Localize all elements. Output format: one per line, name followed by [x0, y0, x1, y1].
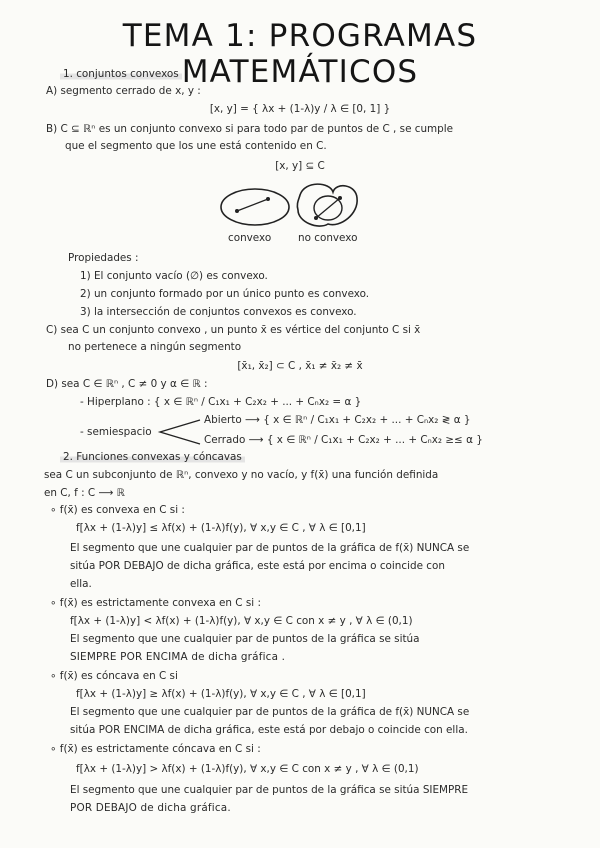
nonconvex-point-a: [314, 216, 318, 220]
strict-convex-function-desc-1: El segmento que une cualquier par de puntos de la gráfica se sitúa: [70, 633, 420, 645]
convex-function-formula: f[λx + (1-λ)y] ≤ λf(x) + (1-λ)f(y), ∀ x,y ∈ C , ∀ λ ∈ [0,1]: [76, 522, 366, 534]
convex-function-heading: ∘ f(x̄) es convexa en C si :: [50, 504, 185, 516]
concave-function-heading: ∘ f(x̄) es cóncava en C si: [50, 670, 178, 682]
strict-concave-function-heading: ∘ f(x̄) es estrictamente cóncava en C si :: [50, 743, 261, 755]
convex-shape: [221, 189, 289, 225]
segment-formula: [x, y] = { λx + (1-λ)y / λ ∈ [0, 1] }: [209, 103, 391, 115]
property-3: 3) la intersección de conjuntos convexos es convexo.: [80, 306, 357, 318]
semiespacio-label: - semiespacio: [80, 426, 152, 438]
strict-concave-function-desc-1: El segmento que une cualquier par de puntos de la gráfica se sitúa SIEMPRE: [70, 784, 469, 796]
convex-function-desc-1: El segmento que une cualquier par de puntos de la gráfica de f(x̄) NUNCA se: [70, 542, 470, 554]
convex-function-desc-3: ella.: [70, 578, 92, 590]
strict-convex-function-heading: ∘ f(x̄) es estrictamente convexa en C si :: [50, 597, 261, 609]
convex-point-a: [235, 209, 239, 213]
strict-convex-function-formula: f[λx + (1-λ)y] < λf(x) + (1-λ)f(y), ∀ x,y ∈ C con x ≠ y , ∀ λ ∈ (0,1): [70, 615, 413, 627]
properties-heading: Propiedades :: [68, 252, 139, 264]
nonconvex-segment: [316, 198, 340, 218]
convex-set-definition-line-1: B) C ⊆ ℝⁿ es un conjunto convexo si para todo par de puntos de C , se cumple: [46, 123, 454, 135]
nonconvex-figure-label: no convexo: [298, 232, 358, 244]
convex-figure-label: convexo: [228, 232, 272, 244]
semiespacio-open: Abierto ⟶ { x ∈ ℝⁿ / C₁x₁ + C₂x₂ + ... + Cₙx₂ ≷ α }: [204, 414, 471, 426]
convex-set-formula: [x, y] ⊆ C: [275, 160, 325, 172]
property-2: 2) un conjunto formado por un único punto es convexo.: [80, 288, 370, 300]
convex-point-b: [266, 197, 270, 201]
hyperplane-definition: - Hiperplano : { x ∈ ℝⁿ / C₁x₁ + C₂x₂ + ... + Cₙx₂ = α }: [80, 396, 362, 408]
concave-function-desc-2: sitúa POR ENCIMA de dicha gráfica, este está por debajo o coincide con ella.: [70, 724, 468, 736]
strict-convex-function-desc-2: SIEMPRE POR ENCIMA de dicha gráfica .: [70, 651, 286, 663]
concave-function-formula: f[λx + (1-λ)y] ≥ λf(x) + (1-λ)f(y), ∀ x,y ∈ C , ∀ λ ∈ [0,1]: [76, 688, 366, 700]
convex-set-definition-line-2: que el segmento que los une está contenido en C.: [65, 140, 327, 152]
functions-intro-line-1: sea C un subconjunto de ℝⁿ, convexo y no vacío, y f(x̄) una función definida: [44, 469, 439, 481]
vertex-definition-line-2: no pertenece a ningún segmento: [68, 341, 242, 353]
page-title: TEMA 1: PROGRAMAS MATEMÁTICOS: [122, 18, 478, 90]
segment-definition-label: A) segmento cerrado de x, y :: [46, 85, 201, 97]
section-2-heading: 2. Funciones convexas y cóncavas: [60, 451, 245, 464]
hyperplane-intro: D) sea C ∈ ℝⁿ , C ≠ 0 y α ∈ ℝ :: [46, 378, 208, 390]
vertex-definition-line-1: C) sea C un conjunto convexo , un punto x̄ es vértice del conjunto C si x̄: [46, 324, 421, 336]
vertex-formula: [x̄₁, x̄₂] ⊂ C , x̄₁ ≠ x̄₂ ≠ x̄: [237, 360, 363, 372]
property-1: 1) El conjunto vacío (∅) es convexo.: [80, 270, 268, 282]
nonconvex-point-b: [338, 196, 342, 200]
semiespacio-bracket: [160, 420, 200, 444]
strict-concave-function-desc-2: POR DEBAJO de dicha gráfica.: [70, 802, 231, 814]
convex-segment: [237, 199, 268, 211]
section-1-heading: 1. conjuntos convexos: [60, 68, 182, 81]
functions-intro-line-2: en C, f : C ⟶ ℝ: [44, 487, 125, 499]
semiespacio-closed: Cerrado ⟶ { x ∈ ℝⁿ / C₁x₁ + C₂x₂ + ... + Cₙx₂ ≥≤ α }: [204, 434, 483, 446]
concave-function-desc-1: El segmento que une cualquier par de puntos de la gráfica de f(x̄) NUNCA se: [70, 706, 470, 718]
convex-function-desc-2: sitúa POR DEBAJO de dicha gráfica, este está por encima o coincide con: [70, 560, 445, 572]
strict-concave-function-formula: f[λx + (1-λ)y] > λf(x) + (1-λ)f(y), ∀ x,y ∈ C con x ≠ y , ∀ λ ∈ (0,1): [76, 763, 419, 775]
